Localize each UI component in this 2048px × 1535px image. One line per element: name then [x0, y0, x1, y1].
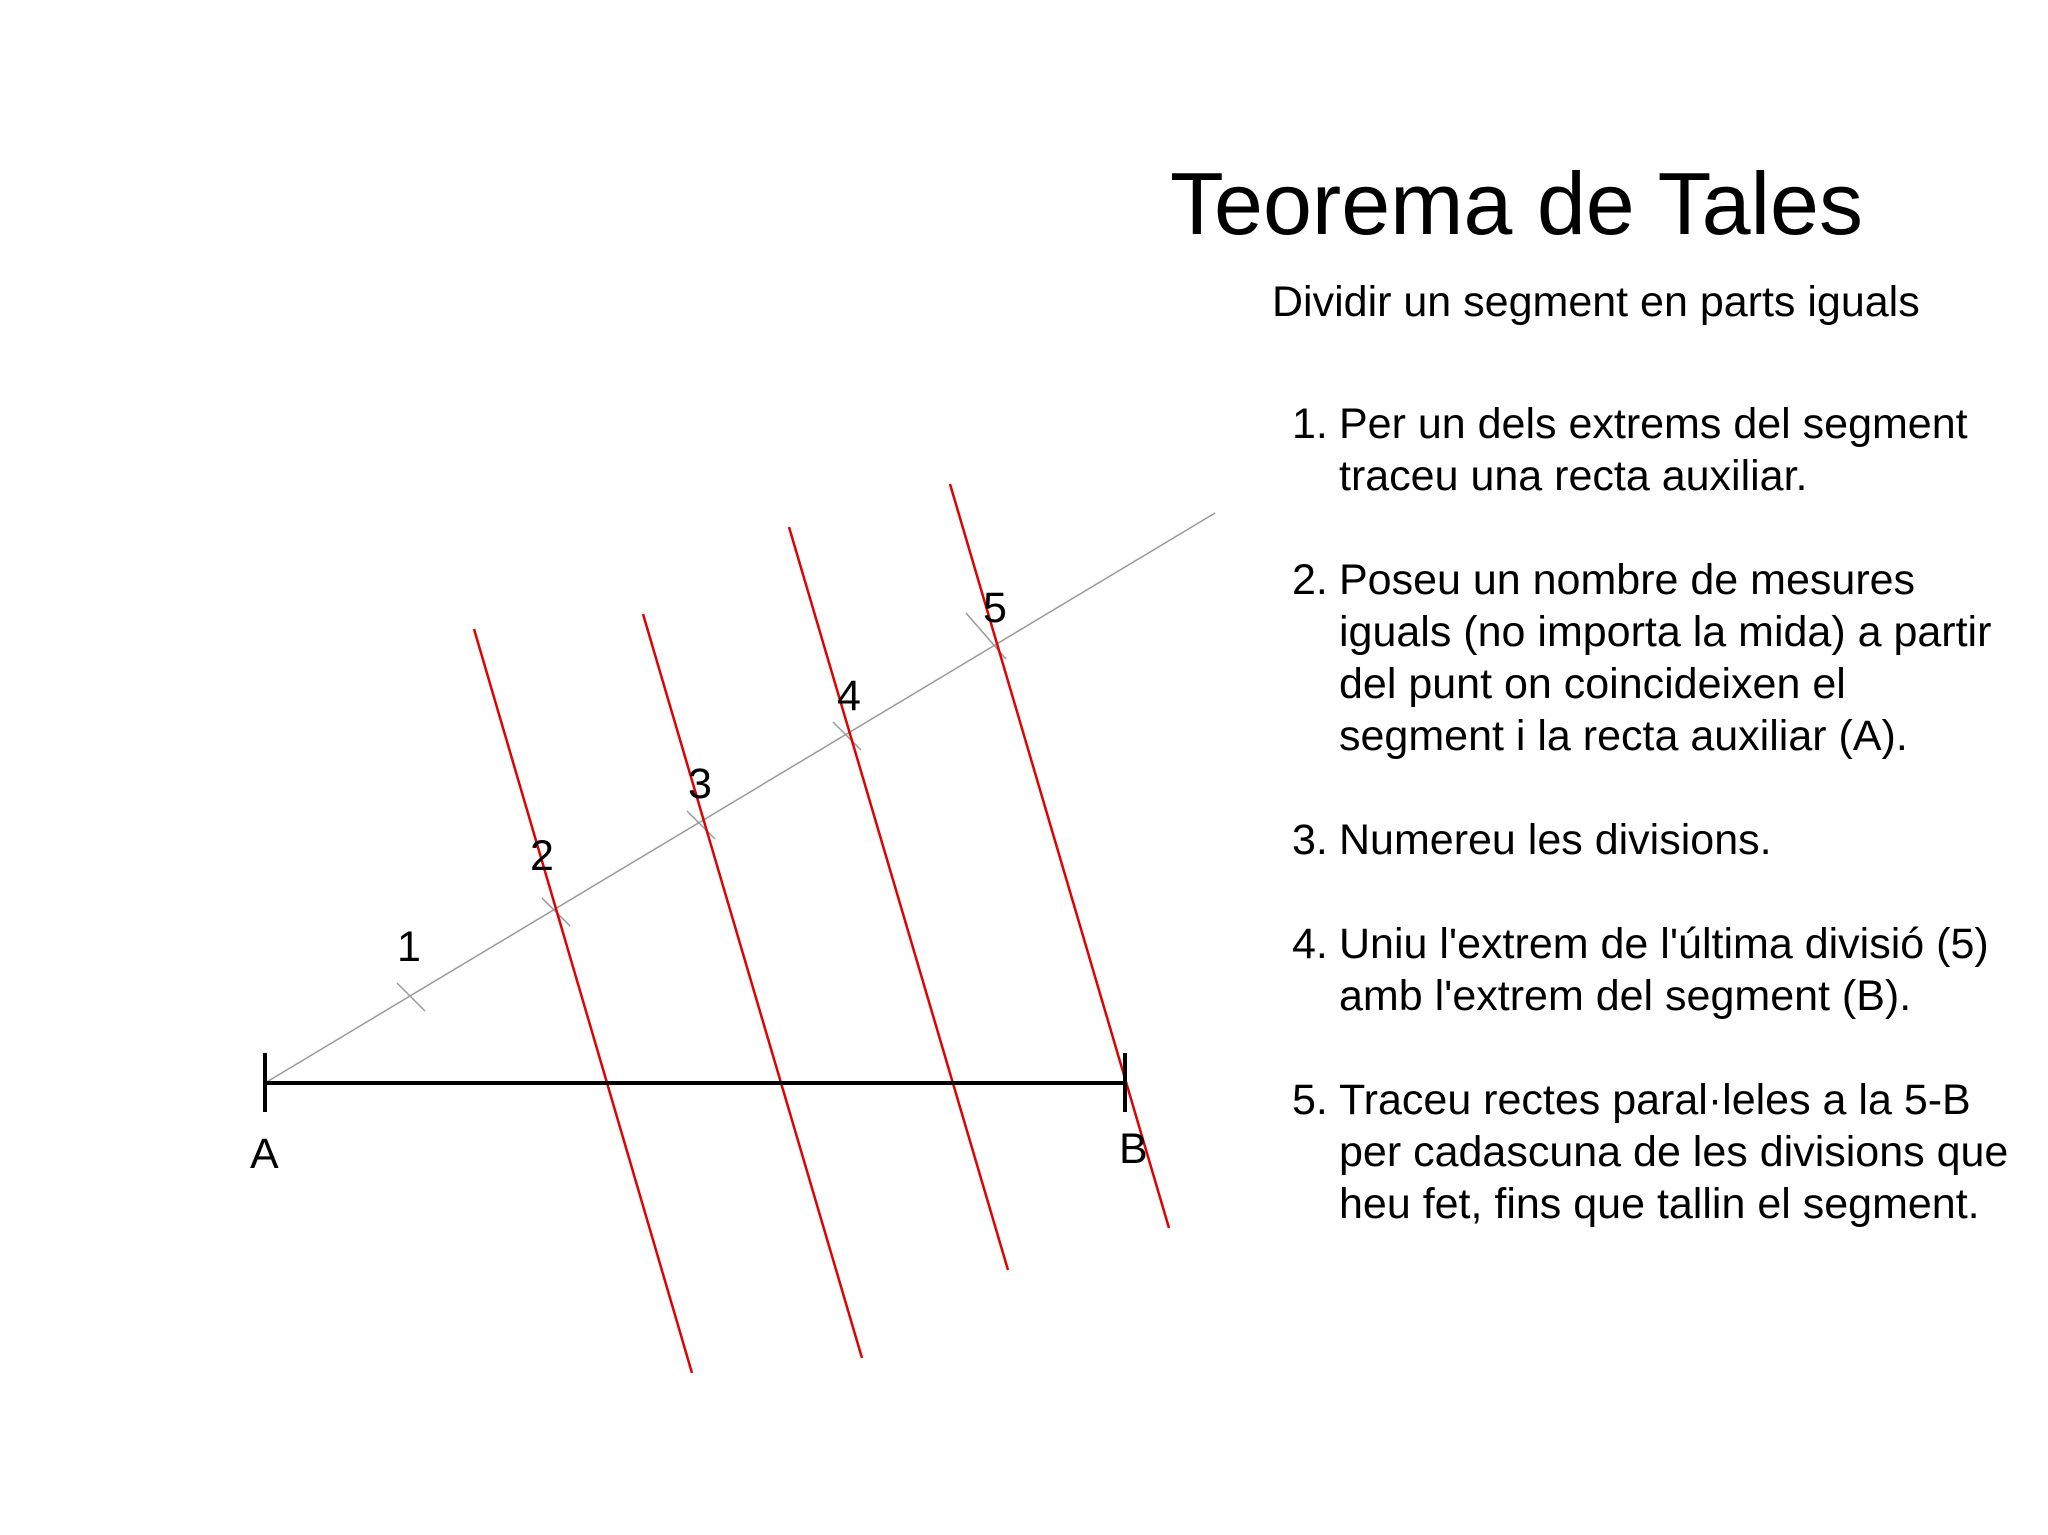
parallel-line-1: [474, 629, 692, 1373]
page-subtitle: Dividir un segment en parts iguals: [1272, 278, 1920, 326]
label-division-5: 5: [983, 584, 1007, 632]
step-item: [1292, 398, 2012, 502]
step-item: [1292, 554, 2012, 762]
step-text: Numereu les divisions.: [1339, 816, 1772, 864]
label-b: B: [1119, 1125, 1148, 1173]
parallel-line-2: [643, 614, 862, 1358]
label-division-4: 4: [837, 672, 861, 720]
parallel-line-3: [789, 527, 1008, 1270]
step-number: 5.: [1292, 1076, 1328, 1124]
division-tick-1: [397, 983, 425, 1011]
step-text: Per un dels extrems del segment traceu una recta auxiliar.: [1339, 400, 1968, 500]
label-division-3: 3: [688, 760, 712, 808]
step-number: 1.: [1292, 400, 1328, 448]
step-item: [1292, 1074, 2012, 1230]
step-item: [1292, 814, 2012, 866]
steps-list: [1292, 398, 2012, 1282]
page-title: Teorema de Tales: [1170, 154, 1863, 253]
auxiliary-line: [265, 513, 1215, 1083]
label-division-1: 1: [397, 923, 421, 971]
step-text: Uniu l'extrem de l'última divisió (5) amb l'extrem del segment (B).: [1339, 920, 1989, 1020]
label-a: A: [250, 1130, 279, 1178]
step-text: Poseu un nombre de mesures iguals (no importa la mida) a partir del punt on coincideixen el segment i la recta auxiliar (A).: [1339, 556, 1992, 760]
step-number: 2.: [1292, 556, 1328, 604]
step-number: 4.: [1292, 920, 1328, 968]
step-text: Traceu rectes paral·leles a la 5-B per cadascuna de les divisions que heu fet, fins que tallin el segment.: [1339, 1076, 2009, 1228]
step-item: [1292, 918, 2012, 1022]
step-number: 3.: [1292, 816, 1328, 864]
label-division-2: 2: [530, 832, 554, 880]
